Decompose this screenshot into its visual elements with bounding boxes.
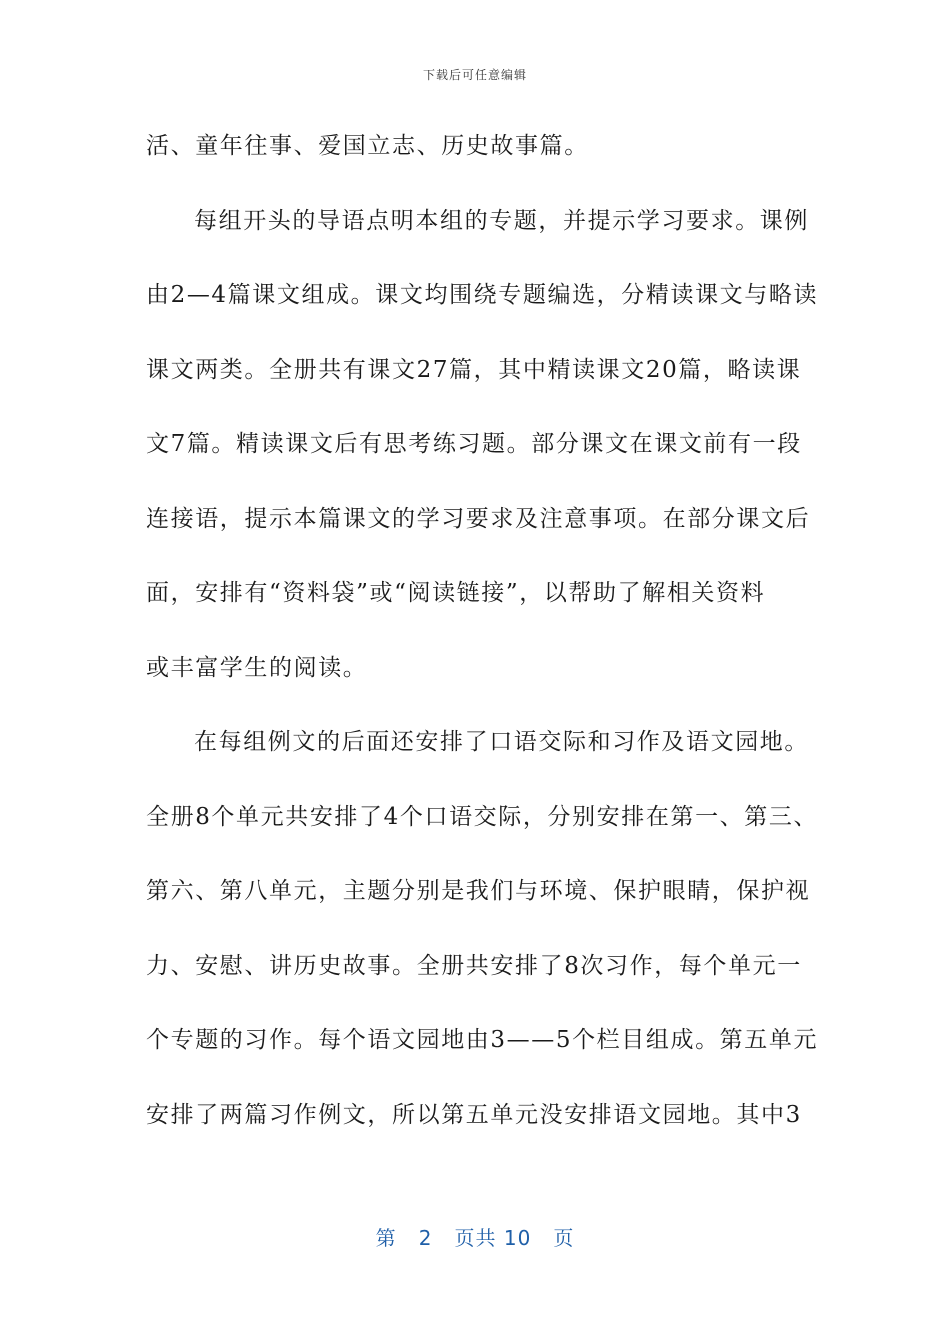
document-body: [146, 128, 819, 1171]
body-line: 安排了两篇习作例文，所以第五单元没安排语文园地。其中3: [146, 1101, 802, 1128]
page-number-footer: [0, 1222, 950, 1251]
body-line: 第六、第八单元，主题分别是我们与环境、保护眼睛，保护视: [146, 878, 811, 904]
body-line: 全册8个单元共安排了4个口语交际，分别安排在第一、第三、: [146, 803, 819, 830]
body-line: 由2—4篇课文组成。课文均围绕专题编选，分精读课文与略读: [146, 282, 819, 308]
body-line: 每组开头的导语点明本组的专题，并提示学习要求。课例: [194, 207, 809, 234]
body-line: 在每组例文的后面还安排了口语交际和习作及语文园地。: [194, 729, 809, 755]
body-line: 面，安排有“资料袋”或“阅读链接”，以帮助了解相关资料: [146, 580, 766, 606]
body-line: 活、童年往事、爱国立志、历史故事篇。: [146, 133, 589, 159]
page-total: 10: [503, 1226, 532, 1250]
page-suffix: 页: [553, 1226, 575, 1250]
body-line: 力、安慰、讲历史故事。全册共安排了8次习作，每个单元一: [146, 952, 802, 979]
body-line: 个专题的习作。每个语文园地由3——5个栏目组成。第五单元: [146, 1027, 819, 1053]
body-line: 连接语，提示本篇课文的学习要求及注意事项。在部分课文后: [146, 505, 811, 532]
page-middle: 页共: [454, 1226, 497, 1250]
body-line: 或丰富学生的阅读。: [146, 654, 368, 681]
page-header-note: 下载后可任意编辑: [422, 68, 527, 82]
page-number: 2: [418, 1226, 433, 1250]
body-line: 课文两类。全册共有课文27篇，其中精读课文20篇，略读课: [146, 356, 802, 383]
body-line: 文7篇。精读课文后有思考练习题。部分课文在课文前有一段: [146, 431, 802, 457]
page-prefix: 第: [375, 1226, 397, 1250]
